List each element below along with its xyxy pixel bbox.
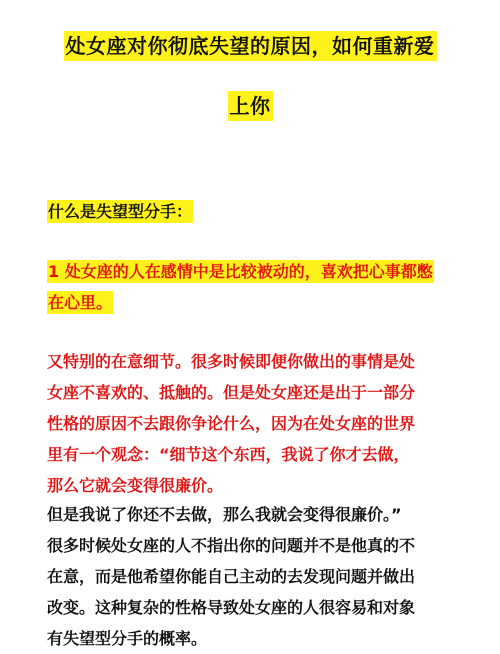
- point-2-red-line: 那么它就会变得很廉价。: [47, 476, 224, 495]
- point-2-red-line: 性格的原因不去跟你争论什么，因为在处女座的世界: [47, 414, 416, 433]
- page-title-line-1: [0, 31, 500, 61]
- point-1-line-text: 在心里。: [48, 293, 113, 312]
- section-heading-text: 什么是失望型分手：: [48, 202, 193, 221]
- point-2-red-line: 又特别的在意细节。很多时候即便你做出的事情是处: [47, 352, 416, 371]
- point-2-black-line: 改变。这种复杂的性格导致处女座的人很容易和对象: [47, 598, 416, 617]
- point-2-red-paragraph: [47, 346, 415, 501]
- point-2-red-line: 女座不喜欢的、抵触的。但是处女座还是出于一部分: [47, 383, 416, 402]
- point-2-red-line: 里有一个观念：“细节这个东西，我说了你才去做，: [47, 445, 410, 464]
- point-2-black-line: 在意，而是他希望你能自己主动的去发现问题并做出: [47, 567, 416, 586]
- point-2-black-line: 很多时候处女座的人不指出你的问题并不是他真的不: [47, 536, 416, 555]
- point-1-line: [47, 256, 434, 287]
- point-2-black-paragraph: [47, 499, 415, 654]
- title-text-1: 处女座对你彻底失望的原因，如何重新爱: [64, 31, 437, 61]
- point-2-black-line: 但是我说了你还不去做，那么我就会变得很廉价。”: [47, 505, 402, 524]
- point-1-line: [47, 287, 434, 318]
- page-title-line-2: [0, 91, 500, 121]
- point-1-paragraph: [47, 256, 434, 318]
- point-1-line-text: 1 处女座的人在感情中是比较被动的，喜欢把心事都憋: [48, 262, 433, 281]
- title-text-2: 上你: [228, 91, 273, 121]
- point-2-black-line: 有失望型分手的概率。: [47, 629, 208, 648]
- section-heading: [47, 199, 193, 225]
